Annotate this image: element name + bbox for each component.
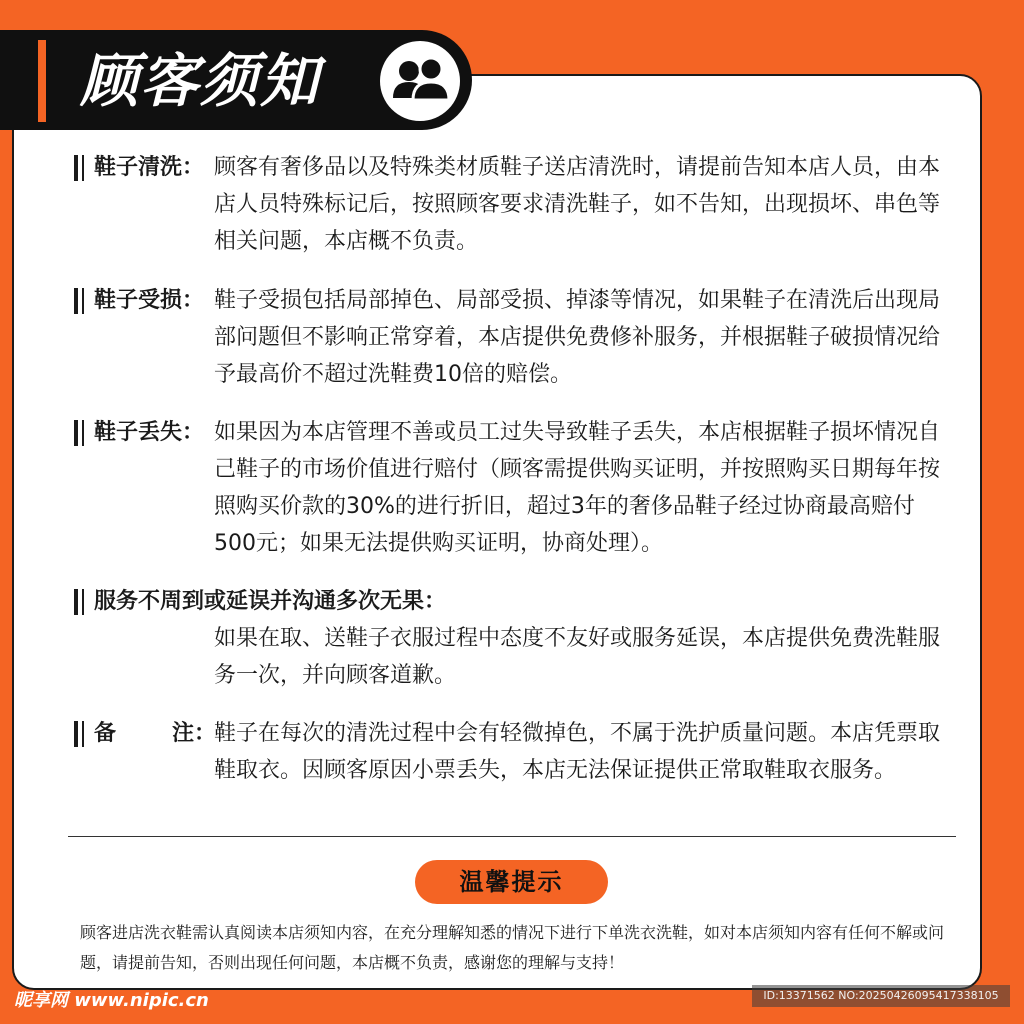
warm-tip-badge: 温馨提示 [415, 860, 608, 904]
section-body: 鞋子在每次的清洗过程中会有轻微掉色，不属于洗护质量问题。本店凭票取鞋取衣。因顾客原因小票丢失，本店无法保证提供正常取鞋取衣服务。 [214, 721, 941, 783]
bullet-marker-icon [74, 155, 84, 181]
section-heading: 鞋子受损： [74, 282, 204, 319]
section-shoe-loss [74, 414, 954, 566]
section-body: 如果因为本店管理不善或员工过失导致鞋子丢失，本店根据鞋子损坏情况自己鞋子的市场价值进行赔付（顾客需提供购买证明，并按照购买日期每年按照购买价款的30%的进行折旧，超过3年的奢侈品鞋子经过协商最高赔付500元；如果无法提供购买证明，协商处理）。 [214, 420, 941, 556]
watermark-id: ID:13371562 NO:20250426095417338105 [752, 985, 1010, 1007]
divider [68, 836, 956, 837]
section-service-issue [74, 583, 954, 693]
section-heading: 备 注： [74, 715, 216, 752]
section-shoe-damage [74, 282, 954, 397]
users-icon [379, 40, 461, 122]
section-shoe-cleaning [74, 149, 954, 264]
bullet-marker-icon [74, 288, 84, 314]
section-heading: 鞋子丢失： [74, 414, 204, 451]
section-body: 鞋子受损包括局部掉色、局部受损、掉漆等情况，如果鞋子在清洗后出现局部问题但不影响正常穿着，本店提供免费修补服务，并根据鞋子破损情况给予最高价不超过洗鞋费10倍的赔偿。 [214, 288, 941, 387]
section-body: 顾客有奢侈品以及特殊类材质鞋子送店清洗时，请提前告知本店人员，由本店人员特殊标记后，按照顾客要求清洗鞋子，如不告知，出现损坏、串色等相关问题，本店概不负责。 [214, 155, 941, 254]
section-heading: 服务不周到或延误并沟通多次无果： [74, 583, 446, 620]
section-heading: 鞋子清洗： [74, 149, 204, 186]
section-remarks [74, 715, 954, 830]
bullet-marker-icon [74, 589, 84, 615]
bullet-marker-icon [74, 420, 84, 446]
section-body: 如果在取、送鞋子衣服过程中态度不友好或服务延误，本店提供免费洗鞋服务一次，并向顾客道歉。 [214, 626, 941, 688]
bullet-marker-icon [74, 721, 84, 747]
watermark-logo: 昵享网 www.nipic.cn [14, 990, 209, 1011]
page-title: 顾客须知 [80, 47, 321, 115]
title-accent-bar [38, 40, 46, 122]
warm-tip-text: 顾客进店洗衣鞋需认真阅读本店须知内容，在充分理解知悉的情况下进行下单洗衣洗鞋，如对本店须知内容有任何不解或问题，请提前告知，否则出现任何问题，本店概不负责，感谢您的理解与支持！ [80, 923, 945, 972]
